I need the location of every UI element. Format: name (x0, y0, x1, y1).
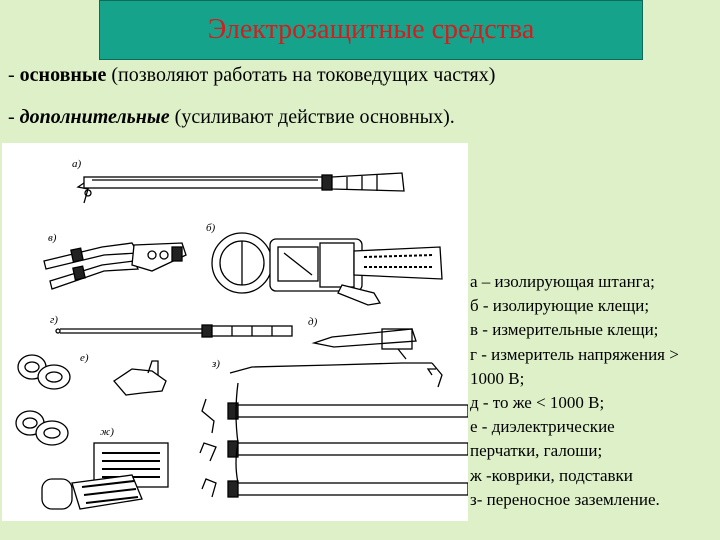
legend-item: г - измеритель напряжения > (470, 344, 679, 364)
figure-label-v: в) (48, 232, 57, 244)
figure-label-z: з) (212, 358, 220, 370)
figure-label-e: е) (80, 352, 89, 364)
equipment-legend (470, 270, 718, 512)
measuring-clamp-drawing (212, 233, 442, 305)
equipment-drawing (2, 143, 468, 521)
gloves-galoshes-drawing (16, 355, 166, 445)
legend-item: д - то же < 1000 В; (470, 392, 605, 412)
legend-item: б - изолирующие клещи; (470, 296, 650, 316)
legend-item: е - диэлектрические (470, 417, 615, 437)
mats-stand-drawing (42, 443, 168, 509)
intro-line-basic-text: (позволяют работать на токоведущих частях) (106, 64, 496, 86)
intro-line-basic-prefix: - (8, 64, 20, 86)
title-banner (99, 0, 643, 60)
page-title: Электрозащитные средства (207, 14, 535, 45)
intro-line-additional-emphasis: дополнительные (19, 106, 170, 128)
figure-label-g: г) (50, 314, 58, 326)
figure-label-zh: ж) (100, 426, 114, 438)
legend-item: з- переносное заземление. (470, 489, 660, 509)
legend-item: перчатки, галоши; (470, 441, 603, 461)
portable-grounding-drawing (200, 363, 468, 497)
legend-item: а – изолирующая штанга; (470, 272, 655, 291)
figure-label-d: д) (308, 316, 318, 328)
intro-line-basic-emphasis: основные (19, 64, 107, 86)
figure-label-a: а) (72, 158, 82, 170)
intro-line-basic (8, 64, 495, 87)
insulating-pliers-drawing (44, 243, 186, 289)
legend-item: ж -коврики, подставки (470, 465, 633, 485)
intro-line-additional-prefix: - (8, 106, 20, 128)
legend-item: в - измерительные клещи; (470, 320, 659, 340)
intro-line-additional-text: (усиливают действие основных). (169, 106, 455, 128)
protective-equipment-illustration (2, 143, 468, 521)
voltage-indicator-rod-drawing (56, 325, 292, 337)
insulating-rod-drawing (78, 173, 404, 203)
low-voltage-probe-drawing (314, 329, 416, 359)
figure-label-b: б) (206, 222, 216, 234)
legend-item: 1000 В; (470, 368, 525, 388)
intro-line-additional (8, 106, 455, 129)
